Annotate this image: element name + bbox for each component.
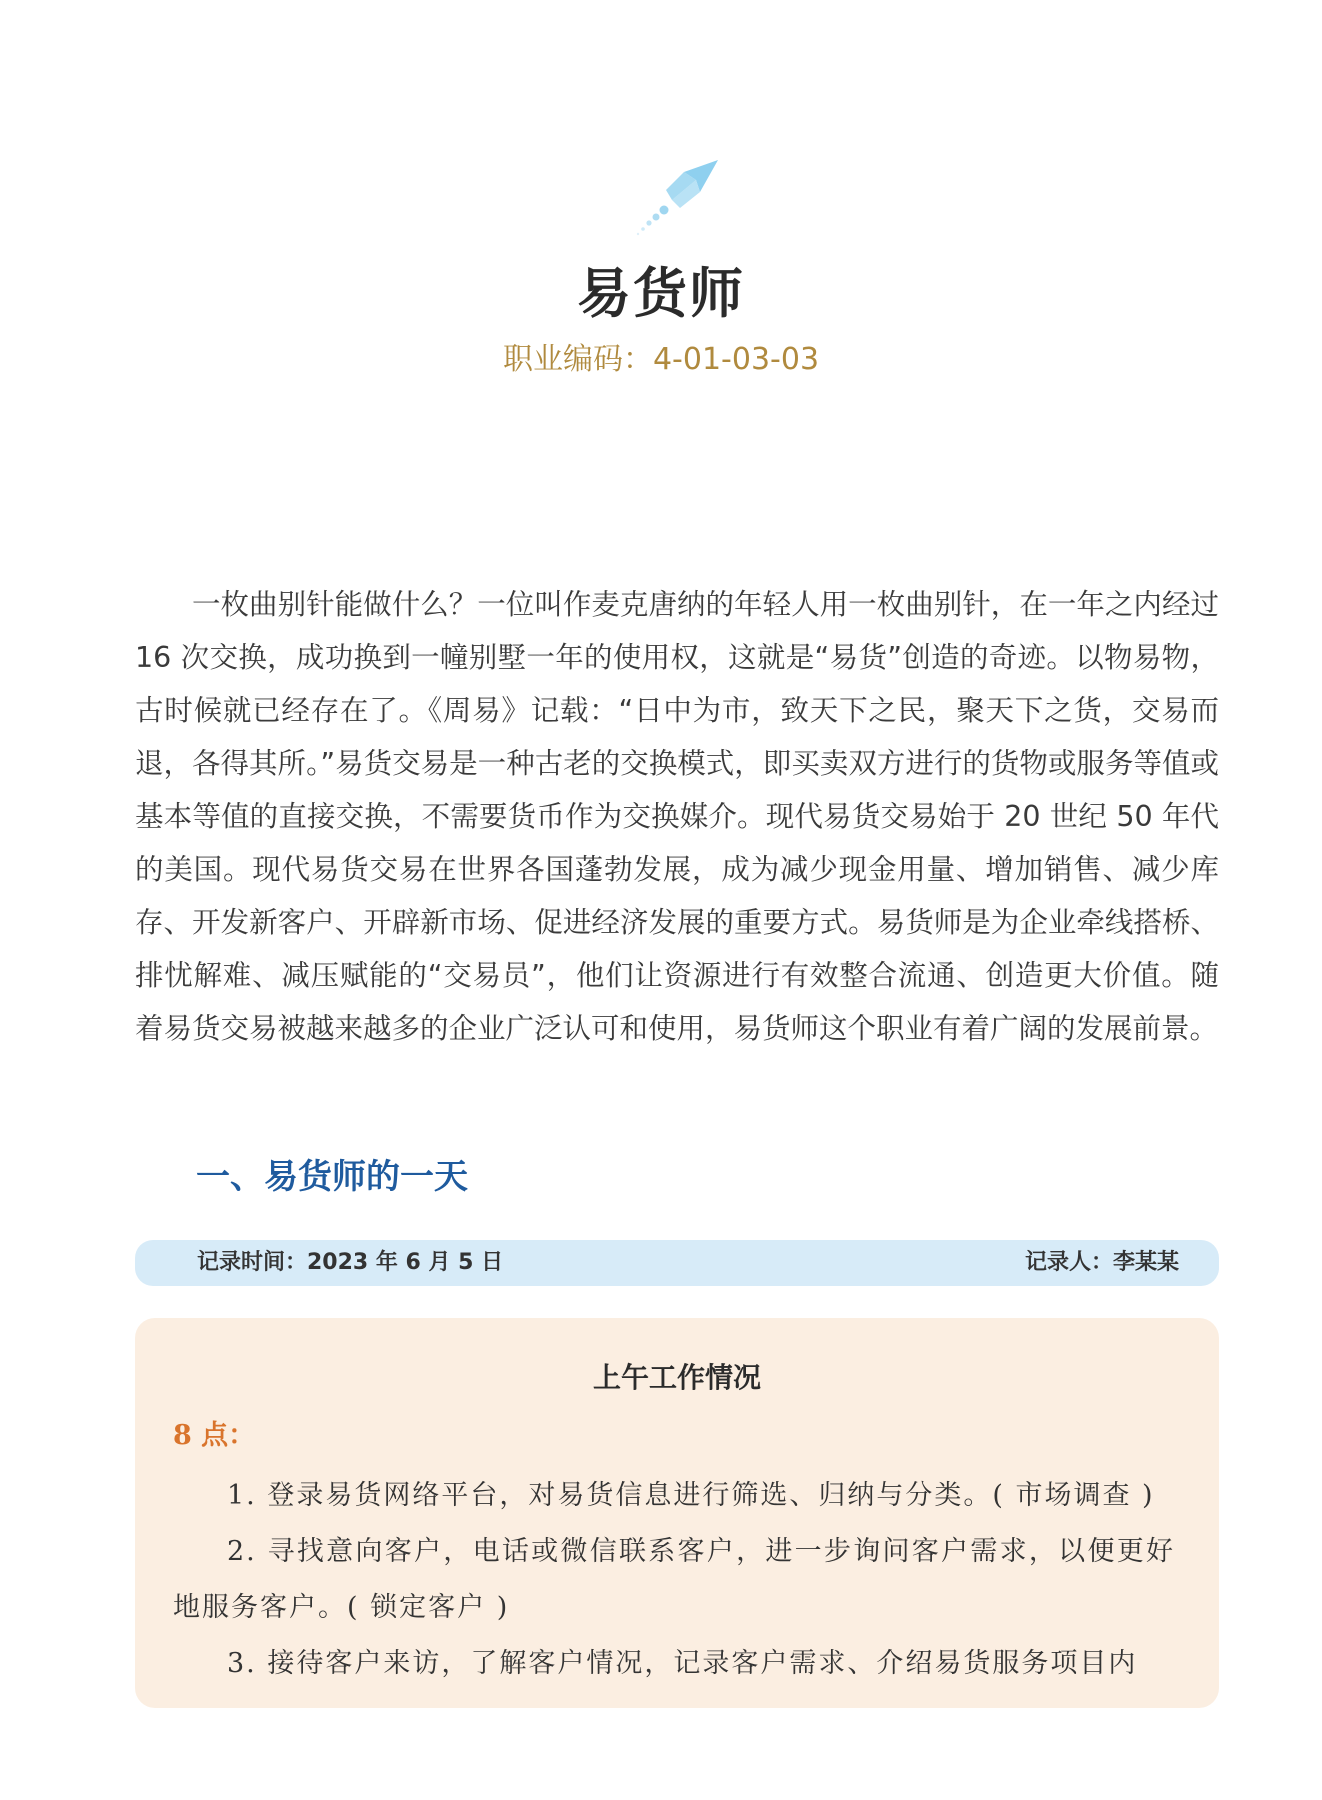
record-person: 记录人：李某某 [1024,1250,1179,1275]
record-bar [135,1240,1219,1286]
task-list [173,1468,1175,1692]
morning-box-title: 上午工作情况 [592,1361,761,1394]
intro-paragraph: 一枚曲别针能做什么？一位叫作麦克唐纳的年轻人用一枚曲别针，在一年之内经过 16 次交换，成功换到一幢别墅一年的使用权，这就是“易货”创造的奇迹。以物易物，古时候就已经存在了。《周易》记载：“日中为市，致天下之民，聚天下之货，交易而退，各得其所。”易货交易是一种古老的交换模式，即买卖双方进行的货物或服务等值或基本等值的直接交换，不需要货币作为交换媒介。现代易货交易始于 20 世纪 50 年代的美国。现代易货交易在世界各国蓬勃发展，成为减少现金用量、增加销售、减少库存、开发新客户、开辟新市场、促进经济发展的重要方式。易货师是为企业牵线搭桥、排忧解难、减压赋能的“交易员”，他们让资源进行有效整合流通、创造更大价值。随着易货交易被越来越多的企业广泛认可和使用，易货师这个职业有着广阔的发展前景。 [135,588,1219,1045]
section-title: 一、易货师的一天 [196,1157,468,1197]
morning-work-box [135,1318,1219,1708]
time-label: 8 点： [173,1420,256,1451]
task-item: 3. 接待客户来访，了解客户情况，记录客户需求、介绍易货服务项目内 [227,1648,1138,1679]
task-item: 2. 寻找意向客户，电话或微信联系客户，进一步询问客户需求，以便更好地服务客户。( 锁定客户 ) [173,1536,1175,1623]
rocket-icon [636,160,718,236]
page-title: 易货师 [577,261,745,325]
occupation-code: 职业编码：4-01-03-03 [502,342,820,377]
record-time: 记录时间：2023 年 6 月 5 日 [197,1250,504,1275]
task-item: 1. 登录易货网络平台，对易货信息进行筛选、归纳与分类。( 市场调查 ) [227,1480,1155,1511]
